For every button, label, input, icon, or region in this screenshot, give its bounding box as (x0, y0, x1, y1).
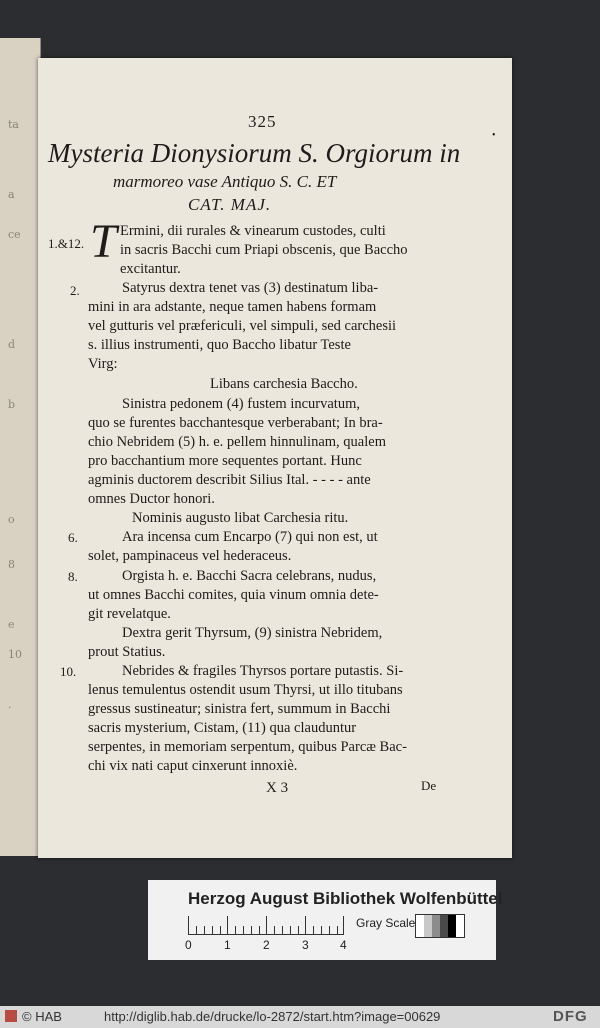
text-line: Ermini, dii rurales & vinearum custodes, culti (120, 223, 386, 239)
page-dot: • (492, 130, 496, 141)
text-line: quo se furentes bacchantesque verberabant; In bra- (88, 415, 383, 431)
gray-scale-swatches (415, 914, 465, 938)
scale-number: 1 (224, 938, 231, 952)
left-page-mark: o (8, 513, 15, 526)
text-line: chi vix nati caput cinxerunt innoxiè. (88, 758, 298, 774)
left-page-mark: e (8, 618, 15, 631)
gray-swatch (432, 915, 440, 937)
text-line: Virg: (88, 356, 118, 372)
footer-bar (0, 1006, 600, 1028)
text-line: in sacris Bacchi cum Priapi obscenis, que Baccho (120, 242, 408, 258)
gray-swatch (424, 915, 432, 937)
gray-scale-label: Gray Scale (356, 916, 416, 930)
left-page-mark: d (8, 338, 16, 351)
catchword: De (421, 778, 437, 793)
book-page (38, 58, 512, 858)
text-line: chio Nebridem (5) h. e. pellem hinnulinam, qualem (88, 434, 386, 450)
dfg-logo: DFG (553, 1008, 588, 1025)
page-subtitle-line3: CAT. MAJ. (188, 195, 272, 214)
margin-number: 1.&12. (48, 236, 85, 251)
gray-swatch (448, 915, 456, 937)
left-page-mark: . (8, 698, 12, 711)
scale-number: 0 (185, 938, 192, 952)
text-line: excitantur. (120, 261, 181, 277)
scale-number: 4 (340, 938, 347, 952)
drop-cap: T (90, 215, 117, 268)
left-page-mark: 10 (8, 648, 22, 661)
margin-number: 2. (70, 283, 80, 298)
left-page-mark: b (8, 398, 16, 411)
text-line: sacris mysterium, Cistam, (11) qua clauduntur (88, 720, 357, 736)
library-name: Herzog August Bibliothek Wolfenbüttel (188, 889, 503, 908)
text-line: s. illius instrumenti, quo Baccho libatur Teste (88, 337, 351, 353)
text-line: agminis ductorem describit Silius Ital. - - - - ante (88, 472, 371, 488)
page-number: 325 (248, 112, 277, 131)
text-line: Dextra gerit Thyrsum, (9) sinistra Nebridem, (122, 625, 383, 641)
margin-number: 8. (68, 569, 78, 584)
source-url[interactable]: http://diglib.hab.de/drucke/lo-2872/start.htm?image=00629 (104, 1009, 441, 1024)
text-line: lenus temulentus ostendit usum Thyrsi, ut illo titubans (88, 682, 403, 698)
text-line: git revelatque. (88, 606, 171, 622)
text-line: Ara incensa cum Encarpo (7) qui non est, ut (122, 529, 378, 545)
text-line: Nominis augusto libat Carchesia ritu. (132, 510, 349, 526)
text-line: gressus sustineatur; sinistra fert, summum in Bacchi (88, 701, 391, 717)
text-line: Sinistra pedonem (4) fustem incurvatum, (122, 396, 360, 412)
text-line: Orgista h. e. Bacchi Sacra celebrans, nudus, (122, 568, 377, 584)
copyright-text: © HAB (22, 1009, 62, 1024)
ruler-scale (188, 916, 344, 935)
text-line: serpentes, in memoriam serpentum, quibus Parcæ Bac- (88, 739, 407, 755)
left-page-mark: ce (8, 228, 21, 241)
margin-number: 6. (68, 530, 78, 545)
gray-swatch (456, 915, 464, 937)
left-page-edge (0, 38, 41, 856)
gray-swatch (440, 915, 448, 937)
text-line: vel gutturis vel præfericuli, vel simpuli, sed carchesii (88, 318, 397, 334)
text-line: Satyrus dextra tenet vas (3) destinatum liba- (122, 280, 379, 296)
text-line: Libans carchesia Baccho. (210, 376, 358, 392)
margin-number: 10. (60, 664, 77, 679)
text-line: prout Statius. (88, 644, 166, 660)
scale-number: 2 (263, 938, 270, 952)
color-calibration-card (148, 880, 503, 960)
left-page-mark: a (8, 188, 15, 201)
text-line: pro bacchantium more sequentes portant. Hunc (88, 453, 362, 469)
signature-mark: X 3 (266, 780, 289, 796)
text-line: Nebrides & fragiles Thyrsos portare putastis. Si- (122, 663, 404, 679)
hab-logo-icon (5, 1010, 17, 1022)
text-line: solet, pampinaceus vel hederaceus. (88, 548, 292, 564)
text-line: omnes Ductor honori. (88, 491, 215, 507)
left-page-mark: 8 (8, 558, 15, 571)
text-line: mini in ara adstante, neque tamen habens formam (88, 299, 377, 315)
text-line: ut omnes Bacchi comites, quia vinum omnia dete- (88, 587, 379, 603)
page-subtitle: marmoreo vase Antiquo S. C. ET (113, 172, 337, 191)
gray-swatch (416, 915, 424, 937)
left-page-mark: ta (8, 118, 19, 131)
page-title: Mysteria Dionysiorum S. Orgiorum in (48, 138, 461, 168)
scale-number: 3 (302, 938, 309, 952)
